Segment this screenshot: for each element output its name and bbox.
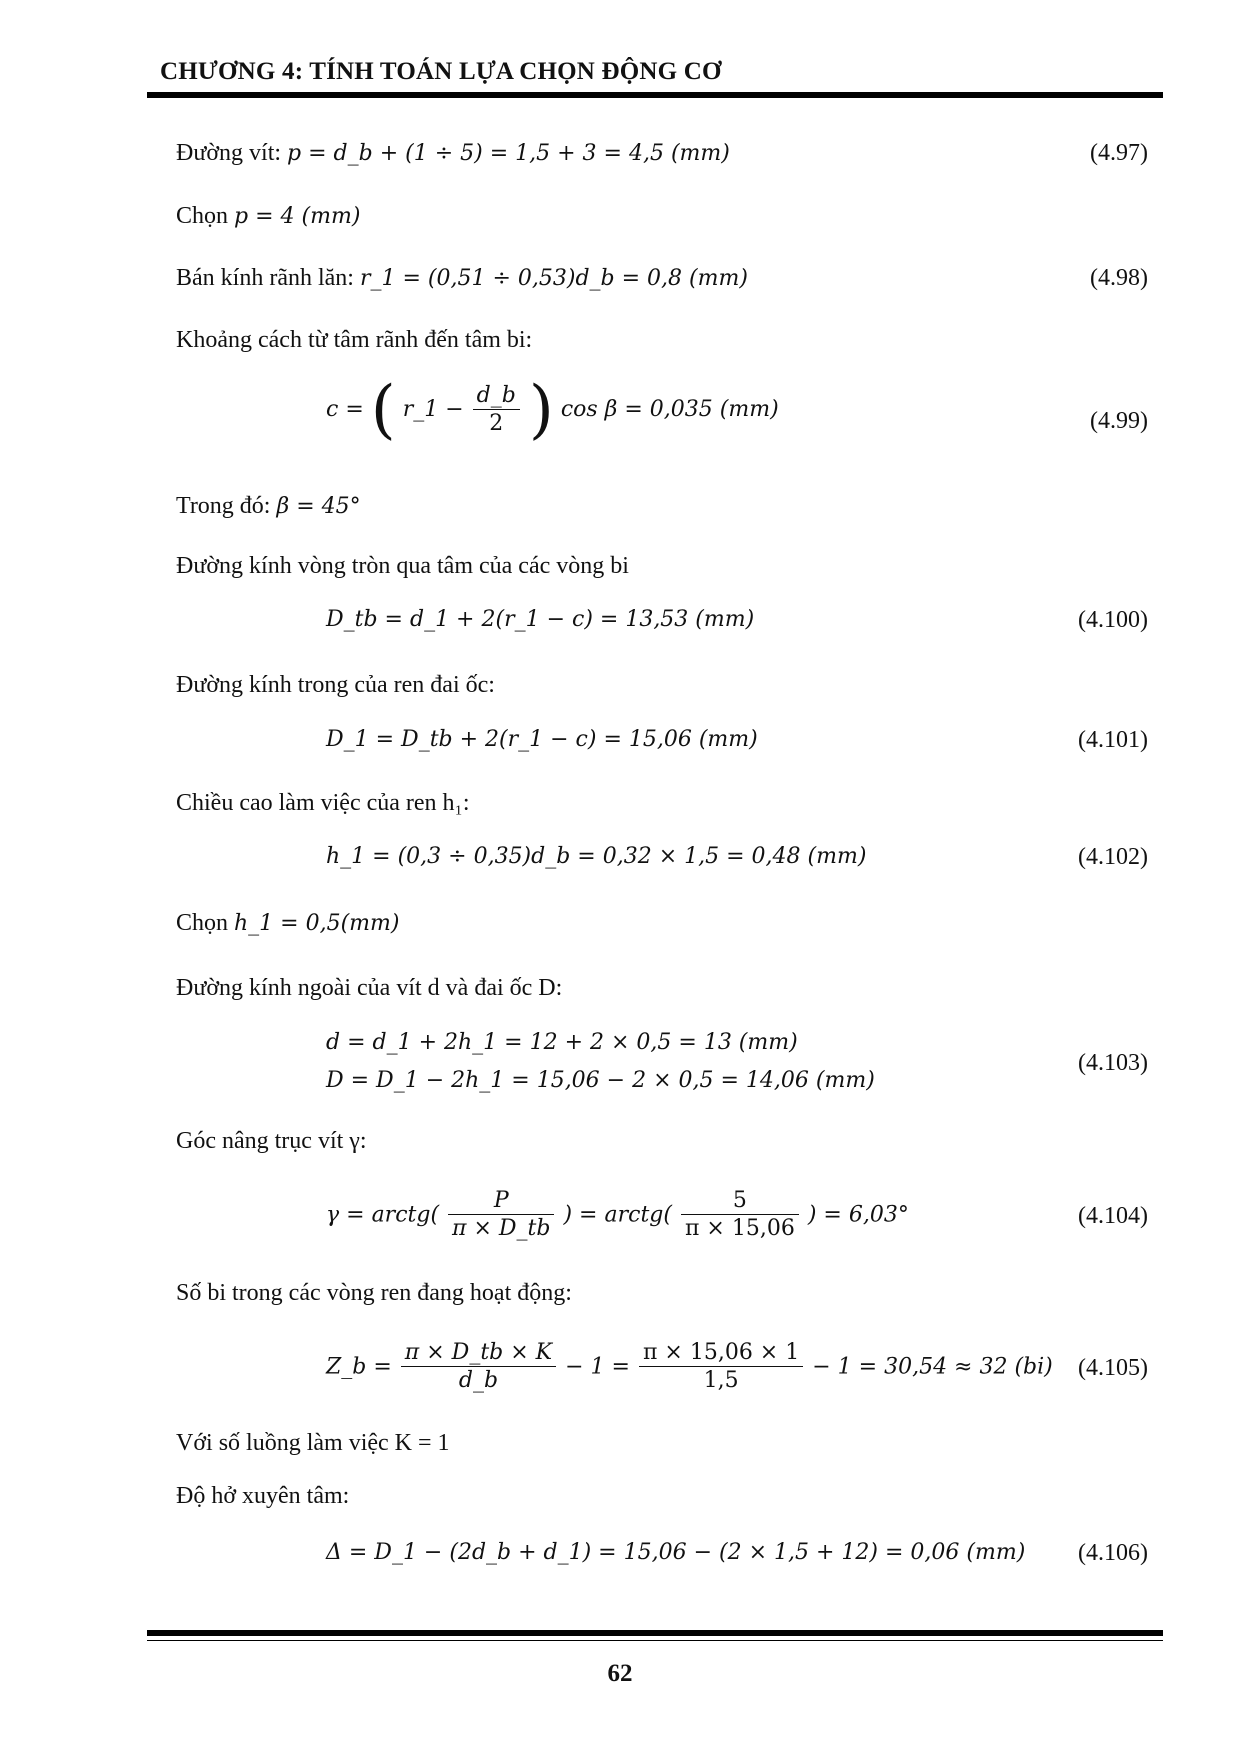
threads-label: Với số luồng làm việc K = 1 — [176, 1430, 450, 1456]
ball-circle-label: Đường kính vòng tròn qua tâm của các vòng bi — [176, 553, 629, 579]
frac-numerator: d_b — [473, 383, 520, 410]
height-label: Chiều cao làm việc của ren h₁: — [176, 790, 470, 816]
choose-label: Chọn — [176, 910, 229, 936]
gamma-mid: ) = arctg( — [563, 1202, 672, 1228]
outer-diameter-label: Đường kính ngoài của vít d và đai ốc D: — [176, 975, 563, 1001]
r1-minus: r_1 − — [402, 397, 464, 422]
where-label: Trong đó: — [176, 493, 271, 519]
choose-label: Chọn — [176, 203, 229, 229]
frac-denominator: π × 15,06 — [684, 1216, 795, 1242]
radius-label: Bán kính rãnh lăn: — [176, 265, 354, 291]
frac-denominator: d_b — [458, 1368, 499, 1394]
zb-mid: − 1 = — [565, 1354, 630, 1380]
radius-formula: r_1 = (0,51 ÷ 0,53)d_b = 0,8 (mm) — [359, 266, 748, 291]
frac-numerator: π × D_tb × K — [401, 1340, 556, 1367]
frac-denominator: 1,5 — [703, 1368, 739, 1394]
gamma-formula — [326, 1188, 909, 1243]
d-outer-formula: d = d_1 + 2h_1 = 12 + 2 × 0,5 = 13 (mm) — [326, 1030, 798, 1055]
frac-denominator: π × D_tb — [452, 1216, 551, 1242]
cos-result: cos β = 0,035 (mm) — [560, 397, 779, 422]
equation-number: (4.97) — [1090, 140, 1148, 166]
equation-number: (4.98) — [1090, 265, 1148, 291]
zb-formula — [326, 1340, 1053, 1395]
pitch-formula: p = d_b + (1 ÷ 5) = 1,5 + 3 = 4,5 (mm) — [287, 141, 730, 166]
right-paren: ) — [528, 373, 554, 447]
footer-rule — [147, 1630, 1163, 1636]
pitch-choice: p = 4 (mm) — [234, 204, 361, 229]
distance-formula — [326, 373, 779, 447]
chapter-title: CHƯƠNG 4: TÍNH TOÁN LỰA CHỌN ĐỘNG CƠ — [160, 58, 722, 85]
frac-denominator: 2 — [489, 410, 504, 436]
frac-numerator: π × 15,06 × 1 — [639, 1340, 803, 1367]
vit-label: Đường vít: — [176, 140, 282, 166]
beta-value: β = 45° — [276, 494, 361, 519]
zb-fraction-1 — [401, 1340, 556, 1395]
gamma-fraction-1 — [448, 1188, 554, 1243]
distance-label: Khoảng cách từ tâm rãnh đến tâm bi: — [176, 327, 533, 353]
nut-inner-label: Đường kính trong của ren đai ốc: — [176, 672, 495, 698]
equation-number: (4.102) — [1078, 844, 1148, 870]
left-paren: ( — [370, 373, 396, 447]
dtb-formula: D_tb = d_1 + 2(r_1 − c) = 13,53 (mm) — [326, 607, 755, 632]
header-rule — [147, 92, 1163, 98]
equation-number: (4.105) — [1078, 1355, 1148, 1381]
h1-formula: h_1 = (0,3 ÷ 0,35)d_b = 0,32 × 1,5 = 0,48 (mm) — [326, 844, 867, 869]
equation-number: (4.100) — [1078, 607, 1148, 633]
equation-number: (4.101) — [1078, 727, 1148, 753]
frac-numerator: 5 — [681, 1188, 799, 1215]
delta-formula: Δ = D_1 − (2d_b + d_1) = 15,06 − (2 × 1,5 + 12) = 0,06 (mm) — [326, 1540, 1026, 1565]
frac-numerator: P — [448, 1188, 554, 1215]
gamma-fraction-2 — [681, 1188, 799, 1243]
db-over-2 — [473, 383, 520, 438]
footer-rule-thin — [147, 1640, 1163, 1641]
c-equals: c = — [326, 397, 364, 422]
equation-number: (4.103) — [1078, 1050, 1148, 1076]
lead-angle-label: Góc nâng trục vít γ: — [176, 1128, 367, 1154]
zb-fraction-2 — [639, 1340, 803, 1395]
D-outer-formula: D = D_1 − 2h_1 = 15,06 − 2 × 0,5 = 14,06 (mm) — [326, 1068, 875, 1093]
gamma-pre: γ = arctg( — [326, 1202, 440, 1228]
d1-formula: D_1 = D_tb + 2(r_1 − c) = 15,06 (mm) — [326, 727, 758, 752]
equation-number: (4.99) — [1090, 408, 1148, 434]
h1-choice: h_1 = 0,5(mm) — [234, 911, 400, 936]
clearance-label: Độ hở xuyên tâm: — [176, 1483, 350, 1509]
zb-pre: Z_b = — [326, 1354, 392, 1380]
equation-number: (4.106) — [1078, 1540, 1148, 1566]
page-number: 62 — [607, 1660, 633, 1687]
equation-number: (4.104) — [1078, 1203, 1148, 1229]
zb-post: − 1 = 30,54 ≈ 32 (bi) — [812, 1354, 1053, 1380]
gamma-post: ) = 6,03° — [807, 1202, 909, 1228]
ball-count-label: Số bi trong các vòng ren đang hoạt động: — [176, 1280, 572, 1306]
